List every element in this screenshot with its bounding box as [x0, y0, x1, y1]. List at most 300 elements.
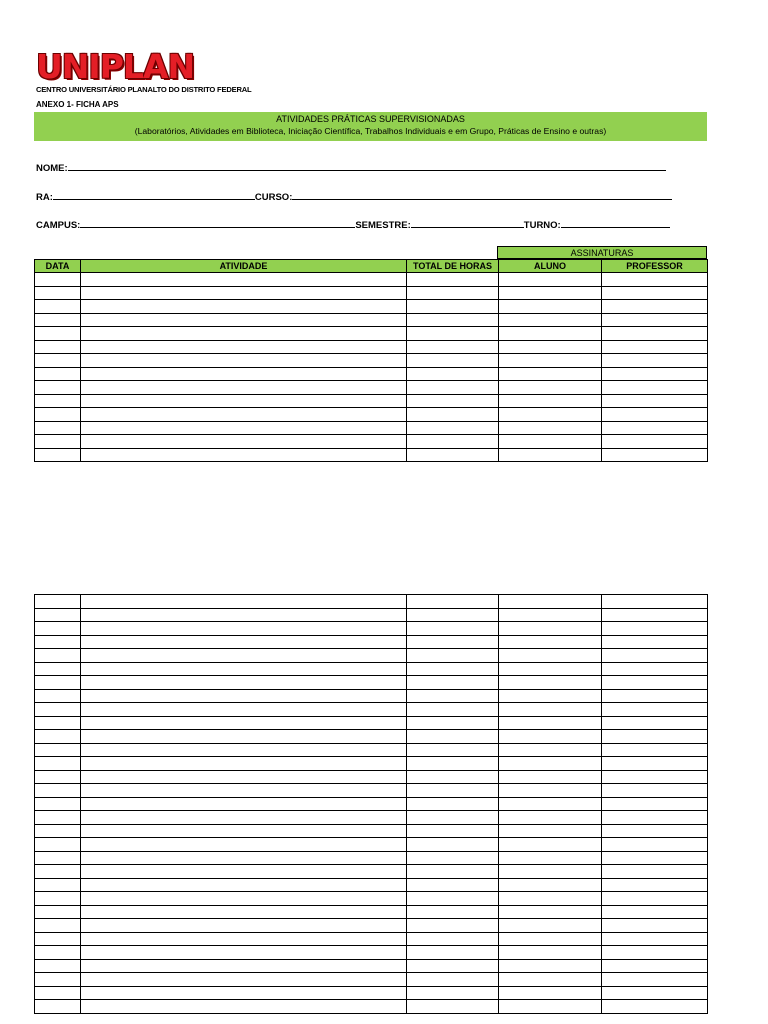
- cell-total-horas[interactable]: [407, 649, 499, 663]
- cell-atividade[interactable]: [81, 608, 407, 622]
- cell-total-horas[interactable]: [407, 354, 499, 368]
- cell-total-horas[interactable]: [407, 878, 499, 892]
- table-row: [35, 811, 708, 825]
- cell-atividade[interactable]: [81, 770, 407, 784]
- cell-professor[interactable]: [602, 313, 708, 327]
- cell-aluno[interactable]: [499, 286, 602, 300]
- cell-professor[interactable]: [602, 448, 708, 462]
- table-row: [35, 273, 708, 287]
- cell-professor[interactable]: [602, 340, 708, 354]
- cell-total-horas[interactable]: [407, 932, 499, 946]
- banner-title: ATIVIDADES PRÁTICAS SUPERVISIONADAS: [276, 114, 465, 124]
- cell-data[interactable]: [35, 851, 81, 865]
- cell-total-horas[interactable]: [407, 408, 499, 422]
- cell-professor[interactable]: [602, 394, 708, 408]
- banner-subtitle: (Laboratórios, Atividades em Biblioteca, Iniciação Científica, Trabalhos Individuais e em Grupo, Práticas de Ensino e outras): [134, 126, 607, 136]
- table-row: [35, 421, 708, 435]
- cell-data[interactable]: [35, 838, 81, 852]
- nome-line[interactable]: [68, 160, 666, 171]
- cell-total-horas[interactable]: [407, 797, 499, 811]
- cell-professor[interactable]: [602, 286, 708, 300]
- cell-atividade[interactable]: [81, 448, 407, 462]
- table-row: [35, 676, 708, 690]
- cell-total-horas[interactable]: [407, 448, 499, 462]
- cell-professor[interactable]: [602, 851, 708, 865]
- col-data: DATA: [35, 260, 81, 273]
- col-atividade: ATIVIDADE: [81, 260, 407, 273]
- cell-professor[interactable]: [602, 273, 708, 287]
- cell-data[interactable]: [35, 824, 81, 838]
- cell-data[interactable]: [35, 608, 81, 622]
- cell-professor[interactable]: [602, 421, 708, 435]
- cell-aluno[interactable]: [499, 608, 602, 622]
- cell-data[interactable]: [35, 662, 81, 676]
- cell-aluno[interactable]: [499, 905, 602, 919]
- cell-aluno[interactable]: [499, 919, 602, 933]
- cell-data[interactable]: [35, 354, 81, 368]
- cell-total-horas[interactable]: [407, 435, 499, 449]
- cell-atividade[interactable]: [81, 905, 407, 919]
- cell-total-horas[interactable]: [407, 892, 499, 906]
- cell-aluno[interactable]: [499, 797, 602, 811]
- cell-aluno[interactable]: [499, 622, 602, 636]
- cell-aluno[interactable]: [499, 811, 602, 825]
- cell-aluno[interactable]: [499, 635, 602, 649]
- cell-aluno[interactable]: [499, 851, 602, 865]
- cell-total-horas[interactable]: [407, 689, 499, 703]
- cell-aluno[interactable]: [499, 959, 602, 973]
- cell-aluno[interactable]: [499, 932, 602, 946]
- table-row: [35, 824, 708, 838]
- col-professor: PROFESSOR: [602, 260, 708, 273]
- cell-data[interactable]: [35, 595, 81, 609]
- cell-total-horas[interactable]: [407, 595, 499, 609]
- cell-professor[interactable]: [602, 300, 708, 314]
- cell-data[interactable]: [35, 286, 81, 300]
- cell-total-horas[interactable]: [407, 313, 499, 327]
- cell-atividade[interactable]: [81, 986, 407, 1000]
- cell-data[interactable]: [35, 757, 81, 771]
- cell-data[interactable]: [35, 878, 81, 892]
- cell-data[interactable]: [35, 300, 81, 314]
- cell-professor[interactable]: [602, 824, 708, 838]
- cell-data[interactable]: [35, 689, 81, 703]
- cell-total-horas[interactable]: [407, 635, 499, 649]
- cell-atividade[interactable]: [81, 946, 407, 960]
- cell-data[interactable]: [35, 435, 81, 449]
- cell-aluno[interactable]: [499, 865, 602, 879]
- cell-total-horas[interactable]: [407, 986, 499, 1000]
- table-row: [35, 367, 708, 381]
- cell-data[interactable]: [35, 381, 81, 395]
- table-row: [35, 878, 708, 892]
- cell-professor[interactable]: [602, 865, 708, 879]
- cell-data[interactable]: [35, 394, 81, 408]
- cell-aluno[interactable]: [499, 784, 602, 798]
- cell-atividade[interactable]: [81, 300, 407, 314]
- cell-professor[interactable]: [602, 973, 708, 987]
- cell-aluno[interactable]: [499, 743, 602, 757]
- cell-atividade[interactable]: [81, 421, 407, 435]
- cell-professor[interactable]: [602, 703, 708, 717]
- cell-aluno[interactable]: [499, 327, 602, 341]
- table-row: [35, 757, 708, 771]
- cell-aluno[interactable]: [499, 770, 602, 784]
- cell-total-horas[interactable]: [407, 865, 499, 879]
- cell-professor[interactable]: [602, 757, 708, 771]
- cell-total-horas[interactable]: [407, 770, 499, 784]
- cell-professor[interactable]: [602, 367, 708, 381]
- cell-atividade[interactable]: [81, 286, 407, 300]
- cell-atividade[interactable]: [81, 689, 407, 703]
- cell-aluno[interactable]: [499, 595, 602, 609]
- cell-data[interactable]: [35, 703, 81, 717]
- cell-atividade[interactable]: [81, 649, 407, 663]
- cell-total-horas[interactable]: [407, 340, 499, 354]
- cell-total-horas[interactable]: [407, 286, 499, 300]
- ra-label: RA:: [36, 192, 53, 203]
- cell-professor[interactable]: [602, 662, 708, 676]
- table-row: [35, 689, 708, 703]
- cell-aluno[interactable]: [499, 300, 602, 314]
- cell-total-horas[interactable]: [407, 838, 499, 852]
- cell-atividade[interactable]: [81, 824, 407, 838]
- uniplan-logo: [36, 47, 252, 95]
- cell-professor[interactable]: [602, 327, 708, 341]
- logo-wordmark: UNIPLAN: [36, 47, 195, 86]
- cell-total-horas[interactable]: [407, 608, 499, 622]
- cell-data[interactable]: [35, 313, 81, 327]
- cell-atividade[interactable]: [81, 354, 407, 368]
- cell-data[interactable]: [35, 1000, 81, 1014]
- table-row: [35, 838, 708, 852]
- cell-atividade[interactable]: [81, 703, 407, 717]
- signatures-header: ASSINATURAS: [497, 246, 707, 259]
- cell-data[interactable]: [35, 635, 81, 649]
- cell-data[interactable]: [35, 797, 81, 811]
- cell-data[interactable]: [35, 649, 81, 663]
- cell-atividade[interactable]: [81, 973, 407, 987]
- cell-atividade[interactable]: [81, 919, 407, 933]
- cell-atividade[interactable]: [81, 340, 407, 354]
- cell-atividade[interactable]: [81, 716, 407, 730]
- cell-atividade[interactable]: [81, 838, 407, 852]
- table-row: [35, 408, 708, 422]
- cell-professor[interactable]: [602, 608, 708, 622]
- cell-professor[interactable]: [602, 770, 708, 784]
- cell-aluno[interactable]: [499, 354, 602, 368]
- cell-data[interactable]: [35, 946, 81, 960]
- table-row: [35, 300, 708, 314]
- cell-aluno[interactable]: [499, 824, 602, 838]
- col-total-horas: TOTAL DE HORAS: [407, 260, 499, 273]
- cell-aluno[interactable]: [499, 973, 602, 987]
- curso-line[interactable]: [292, 189, 672, 200]
- table-row: [35, 784, 708, 798]
- cell-atividade[interactable]: [81, 676, 407, 690]
- cell-total-horas[interactable]: [407, 973, 499, 987]
- cell-total-horas[interactable]: [407, 959, 499, 973]
- cell-atividade[interactable]: [81, 743, 407, 757]
- turno-line[interactable]: [561, 217, 670, 228]
- cell-aluno[interactable]: [499, 381, 602, 395]
- cell-aluno[interactable]: [499, 730, 602, 744]
- cell-total-horas[interactable]: [407, 919, 499, 933]
- table-row: [35, 327, 708, 341]
- cell-data[interactable]: [35, 367, 81, 381]
- cell-atividade[interactable]: [81, 381, 407, 395]
- cell-atividade[interactable]: [81, 367, 407, 381]
- cell-professor[interactable]: [602, 959, 708, 973]
- cell-total-horas[interactable]: [407, 946, 499, 960]
- table-row: [35, 851, 708, 865]
- cell-data[interactable]: [35, 622, 81, 636]
- cell-aluno[interactable]: [499, 946, 602, 960]
- cell-professor[interactable]: [602, 919, 708, 933]
- title-banner: [34, 112, 707, 141]
- cell-professor[interactable]: [602, 595, 708, 609]
- cell-atividade[interactable]: [81, 959, 407, 973]
- campus-label: CAMPUS:: [36, 220, 81, 231]
- cell-data[interactable]: [35, 716, 81, 730]
- cell-professor[interactable]: [602, 716, 708, 730]
- cell-professor[interactable]: [602, 676, 708, 690]
- cell-total-horas[interactable]: [407, 811, 499, 825]
- activity-table-continued: [34, 594, 708, 1014]
- cell-professor[interactable]: [602, 797, 708, 811]
- table-row: [35, 797, 708, 811]
- table-row: [35, 730, 708, 744]
- cell-data[interactable]: [35, 811, 81, 825]
- cell-professor[interactable]: [602, 1000, 708, 1014]
- cell-professor[interactable]: [602, 811, 708, 825]
- cell-professor[interactable]: [602, 649, 708, 663]
- cell-total-horas[interactable]: [407, 784, 499, 798]
- cell-data[interactable]: [35, 273, 81, 287]
- cell-aluno[interactable]: [499, 367, 602, 381]
- table-row: [35, 635, 708, 649]
- table-row: [35, 770, 708, 784]
- cell-aluno[interactable]: [499, 313, 602, 327]
- cell-atividade[interactable]: [81, 662, 407, 676]
- cell-total-horas[interactable]: [407, 381, 499, 395]
- cell-aluno[interactable]: [499, 757, 602, 771]
- cell-aluno[interactable]: [499, 649, 602, 663]
- cell-aluno[interactable]: [499, 676, 602, 690]
- table-row: [35, 394, 708, 408]
- cell-professor[interactable]: [602, 986, 708, 1000]
- cell-aluno[interactable]: [499, 340, 602, 354]
- activity-rows: [35, 273, 708, 462]
- cell-total-horas[interactable]: [407, 824, 499, 838]
- cell-data[interactable]: [35, 676, 81, 690]
- cell-data[interactable]: [35, 892, 81, 906]
- cell-data[interactable]: [35, 986, 81, 1000]
- cell-aluno[interactable]: [499, 892, 602, 906]
- cell-aluno[interactable]: [499, 273, 602, 287]
- cell-total-horas[interactable]: [407, 394, 499, 408]
- table-row: [35, 946, 708, 960]
- cell-professor[interactable]: [602, 435, 708, 449]
- table-row: [35, 622, 708, 636]
- cell-atividade[interactable]: [81, 811, 407, 825]
- cell-professor[interactable]: [602, 622, 708, 636]
- table-row: [35, 743, 708, 757]
- cell-total-horas[interactable]: [407, 703, 499, 717]
- cell-total-horas[interactable]: [407, 300, 499, 314]
- ra-line[interactable]: [53, 189, 255, 200]
- table-row: [35, 716, 708, 730]
- cell-professor[interactable]: [602, 689, 708, 703]
- cell-data[interactable]: [35, 730, 81, 744]
- cell-atividade[interactable]: [81, 635, 407, 649]
- cell-atividade[interactable]: [81, 1000, 407, 1014]
- cell-total-horas[interactable]: [407, 905, 499, 919]
- table-row: [35, 905, 708, 919]
- cell-professor[interactable]: [602, 354, 708, 368]
- cell-total-horas[interactable]: [407, 851, 499, 865]
- cell-professor[interactable]: [602, 838, 708, 852]
- cell-total-horas[interactable]: [407, 421, 499, 435]
- table-row: [35, 919, 708, 933]
- cell-atividade[interactable]: [81, 394, 407, 408]
- cell-aluno[interactable]: [499, 435, 602, 449]
- cell-atividade[interactable]: [81, 784, 407, 798]
- semestre-label: SEMESTRE:: [355, 220, 411, 231]
- logo-subtitle: CENTRO UNIVERSITÁRIO PLANALTO DO DISTRITO FEDERAL: [36, 85, 252, 94]
- cell-data[interactable]: [35, 973, 81, 987]
- cell-atividade[interactable]: [81, 851, 407, 865]
- table-row: [35, 932, 708, 946]
- table-row: [35, 595, 708, 609]
- table-row: [35, 973, 708, 987]
- curso-label: CURSO:: [254, 192, 293, 203]
- cell-data[interactable]: [35, 448, 81, 462]
- cell-professor[interactable]: [602, 905, 708, 919]
- header-row: [35, 260, 708, 273]
- table-row: [35, 448, 708, 462]
- cell-data[interactable]: [35, 408, 81, 422]
- turno-label: TURNO:: [523, 220, 561, 231]
- cell-aluno[interactable]: [499, 716, 602, 730]
- cell-professor[interactable]: [602, 730, 708, 744]
- cell-atividade[interactable]: [81, 730, 407, 744]
- table-row: [35, 662, 708, 676]
- ra-curso-row: [36, 189, 672, 203]
- cell-aluno[interactable]: [499, 986, 602, 1000]
- campus-line[interactable]: [80, 217, 355, 228]
- cell-atividade[interactable]: [81, 408, 407, 422]
- cell-data[interactable]: [35, 770, 81, 784]
- table-row: [35, 865, 708, 879]
- cell-total-horas[interactable]: [407, 622, 499, 636]
- cell-total-horas[interactable]: [407, 327, 499, 341]
- cell-atividade[interactable]: [81, 878, 407, 892]
- cell-aluno[interactable]: [499, 878, 602, 892]
- table-row: [35, 354, 708, 368]
- cell-atividade[interactable]: [81, 892, 407, 906]
- cell-aluno[interactable]: [499, 1000, 602, 1014]
- cell-data[interactable]: [35, 959, 81, 973]
- cell-aluno[interactable]: [499, 662, 602, 676]
- cell-data[interactable]: [35, 919, 81, 933]
- cell-professor[interactable]: [602, 635, 708, 649]
- table-row: [35, 986, 708, 1000]
- table-row: [35, 286, 708, 300]
- cell-data[interactable]: [35, 784, 81, 798]
- cell-atividade[interactable]: [81, 932, 407, 946]
- cell-aluno[interactable]: [499, 448, 602, 462]
- cell-professor[interactable]: [602, 892, 708, 906]
- cell-professor[interactable]: [602, 381, 708, 395]
- annex-label: ANEXO 1- FICHA APS: [36, 100, 119, 109]
- cell-atividade[interactable]: [81, 622, 407, 636]
- cell-total-horas[interactable]: [407, 273, 499, 287]
- cell-aluno[interactable]: [499, 838, 602, 852]
- cell-atividade[interactable]: [81, 313, 407, 327]
- table-row: [35, 959, 708, 973]
- table-row: [35, 340, 708, 354]
- cell-professor[interactable]: [602, 878, 708, 892]
- cell-professor[interactable]: [602, 743, 708, 757]
- cell-total-horas[interactable]: [407, 757, 499, 771]
- table-row: [35, 435, 708, 449]
- cell-data[interactable]: [35, 743, 81, 757]
- cell-total-horas[interactable]: [407, 1000, 499, 1014]
- table-row: [35, 703, 708, 717]
- col-aluno: ALUNO: [499, 260, 602, 273]
- cell-professor[interactable]: [602, 932, 708, 946]
- cell-professor[interactable]: [602, 408, 708, 422]
- table-row: [35, 892, 708, 906]
- cell-aluno[interactable]: [499, 408, 602, 422]
- cell-data[interactable]: [35, 865, 81, 879]
- cell-atividade[interactable]: [81, 865, 407, 879]
- cell-aluno[interactable]: [499, 394, 602, 408]
- cell-total-horas[interactable]: [407, 662, 499, 676]
- table-row: [35, 381, 708, 395]
- cell-atividade[interactable]: [81, 273, 407, 287]
- table-row: [35, 649, 708, 663]
- cell-total-horas[interactable]: [407, 676, 499, 690]
- cell-aluno[interactable]: [499, 689, 602, 703]
- cell-data[interactable]: [35, 327, 81, 341]
- cell-total-horas[interactable]: [407, 743, 499, 757]
- cell-professor[interactable]: [602, 946, 708, 960]
- cell-professor[interactable]: [602, 784, 708, 798]
- cell-aluno[interactable]: [499, 703, 602, 717]
- cell-atividade[interactable]: [81, 595, 407, 609]
- semestre-line[interactable]: [411, 217, 524, 228]
- cell-total-horas[interactable]: [407, 716, 499, 730]
- cell-aluno[interactable]: [499, 421, 602, 435]
- activity-table: [34, 259, 708, 462]
- cell-data[interactable]: [35, 932, 81, 946]
- cell-total-horas[interactable]: [407, 367, 499, 381]
- cell-data[interactable]: [35, 905, 81, 919]
- nome-label: NOME:: [36, 163, 68, 174]
- nome-field[interactable]: [36, 160, 666, 174]
- cell-data[interactable]: [35, 421, 81, 435]
- cell-atividade[interactable]: [81, 327, 407, 341]
- cell-total-horas[interactable]: [407, 730, 499, 744]
- activity-rows-continued: [35, 595, 708, 1014]
- cell-atividade[interactable]: [81, 797, 407, 811]
- table-row: [35, 608, 708, 622]
- cell-atividade[interactable]: [81, 435, 407, 449]
- cell-atividade[interactable]: [81, 757, 407, 771]
- cell-data[interactable]: [35, 340, 81, 354]
